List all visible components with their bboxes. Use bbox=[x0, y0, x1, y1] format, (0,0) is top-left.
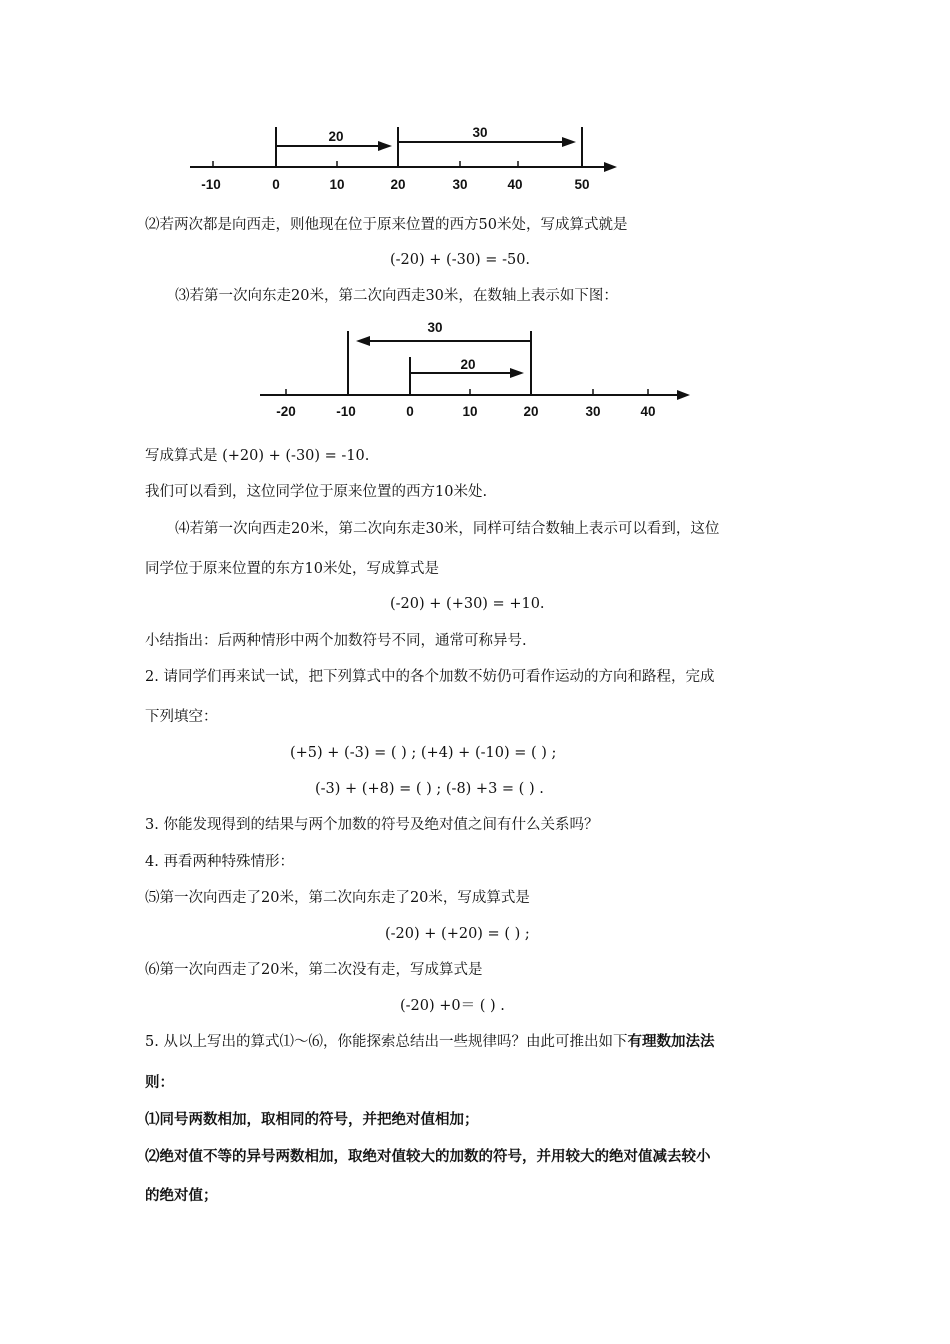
tick-label: 20 bbox=[523, 404, 539, 419]
arrow-label: 20 bbox=[460, 357, 476, 372]
text-line: ⑹第一次向西走了20米，第二次没有走，写成算式是 bbox=[145, 962, 483, 978]
text-line bbox=[145, 1032, 714, 1052]
arrow-30-head bbox=[562, 137, 576, 147]
rule-title: 有理数加法法 bbox=[627, 1034, 715, 1050]
text-line: ⑵若两次都是向西走，则他现在位于原来位置的西方50米处，写成算式就是 bbox=[145, 217, 628, 233]
text-line: 我们可以看到，这位同学位于原来位置的西方10米处. bbox=[145, 484, 488, 500]
text-line: 3. 你能发现得到的结果与两个加数的符号及绝对值之间有什么关系吗？ bbox=[145, 817, 599, 833]
arrow-20-head bbox=[378, 141, 392, 151]
tick-label: 50 bbox=[574, 177, 590, 192]
tick-label: 10 bbox=[329, 177, 345, 192]
tick-label: -10 bbox=[201, 177, 221, 192]
tick-label: 40 bbox=[640, 404, 656, 419]
arrow-30-head bbox=[356, 336, 370, 346]
tick-label: 30 bbox=[585, 404, 601, 419]
text-line: 写成算式是 (+20) + (-30) = -10. bbox=[145, 448, 370, 464]
tick-label: 20 bbox=[390, 177, 406, 192]
number-line-diagram-2 bbox=[250, 315, 700, 425]
equation-line: (-20) + (+30) = +10. bbox=[390, 596, 545, 612]
tick-label: 40 bbox=[507, 177, 523, 192]
number-line-diagram-1 bbox=[180, 115, 630, 200]
rule-title-continued: 则： bbox=[145, 1075, 174, 1091]
rule-2-continued: 的绝对值； bbox=[145, 1188, 218, 1204]
arrow-label: 30 bbox=[427, 320, 443, 335]
text-line: ⑸第一次向西走了20米，第二次向东走了20米，写成算式是 bbox=[145, 890, 530, 906]
arrow-label: 30 bbox=[472, 125, 488, 140]
text-line: 小结指出：后两种情形中两个加数符号不同，通常可称异号. bbox=[145, 633, 527, 649]
equation-line: (+5) + (-3) = ( ) ; (+4) + (-10) = ( ) ; bbox=[290, 745, 557, 761]
text-line: ⑷若第一次向西走20米，第二次向东走30米，同样可结合数轴上表示可以看到，这位 bbox=[175, 521, 720, 537]
rule-intro-text: 5. 从以上写出的算式⑴～⑹，你能探索总结出一些规律吗？由此可推出如下 bbox=[145, 1034, 628, 1050]
rule-2: ⑵绝对值不等的异号两数相加，取绝对值较大的加数的符号，并用较大的绝对值减去较小 bbox=[145, 1149, 711, 1165]
rule-1: ⑴同号两数相加，取相同的符号，并把绝对值相加； bbox=[145, 1112, 479, 1128]
equation-line: (-20) +0＝ ( ) . bbox=[400, 998, 505, 1014]
text-line: ⑶若第一次向东走20米，第二次向西走30米，在数轴上表示如下图： bbox=[175, 288, 618, 304]
arrow-20-head bbox=[510, 368, 524, 378]
arrow-label: 20 bbox=[328, 129, 344, 144]
tick-label: -10 bbox=[336, 404, 356, 419]
tick-label: 0 bbox=[272, 177, 280, 192]
axis-arrowhead bbox=[677, 390, 690, 400]
text-line: 下列填空： bbox=[145, 709, 218, 725]
tick-label: 0 bbox=[406, 404, 414, 419]
equation-line: (-3) + (+8) = ( ) ; (-8) +3 = ( ) . bbox=[315, 781, 544, 797]
equation-line: (-20) + (-30) = -50. bbox=[390, 252, 531, 268]
text-line: 4. 再看两种特殊情形： bbox=[145, 854, 294, 870]
equation-line: (-20) + (+20) = ( ) ; bbox=[385, 926, 530, 942]
tick-label: 30 bbox=[452, 177, 468, 192]
text-line: 2. 请同学们再来试一试，把下列算式中的各个加数不妨仍可看作运动的方向和路程，完成 bbox=[145, 669, 715, 685]
axis-arrowhead bbox=[604, 162, 617, 172]
text-line: 同学位于原来位置的东方10米处，写成算式是 bbox=[145, 561, 439, 577]
tick-label: -20 bbox=[276, 404, 296, 419]
tick-label: 10 bbox=[462, 404, 478, 419]
